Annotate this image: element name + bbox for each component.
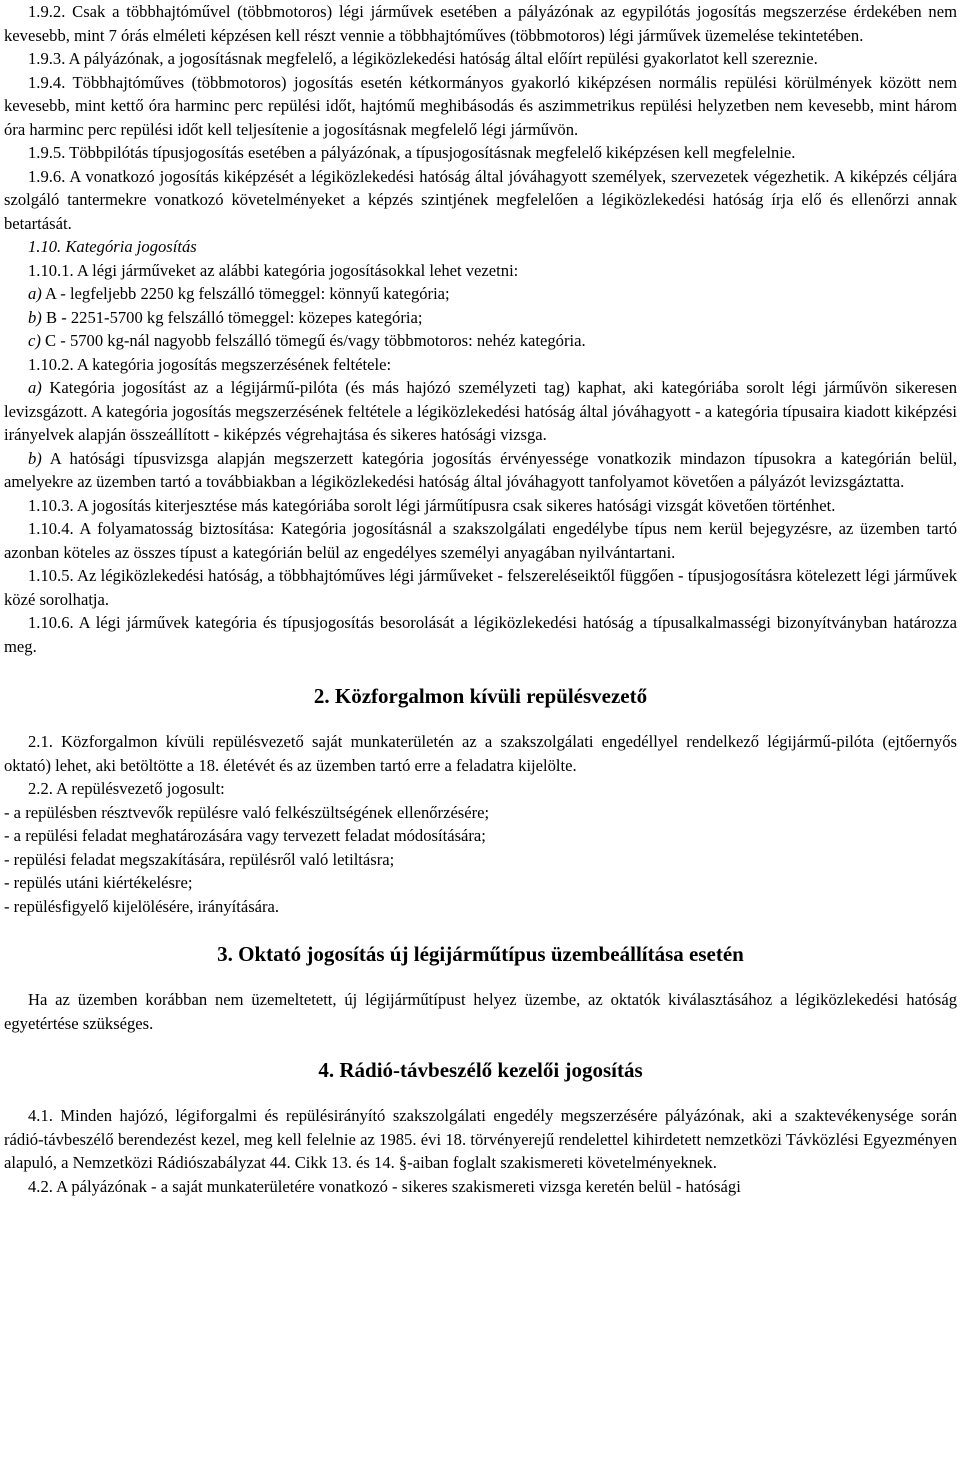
item-2a-text: Kategória jogosítást az a légijármű-pilóta (és más hajózó személyzeti tag) kaphat, aki kategóriába sorolt légi járművön sikeresen levizsgázott. A kategória jogosítás megszerzésének feltétele a légiközlekedési hatóság által jóváhagyott - a kategória típusaira kiadott kiképzési irányelvek alapján összeállított - kiképzés végrehajtása és sikeres hatósági vizsga. <box>4 378 957 444</box>
list-item: - repülési feladat megszakítására, repülésről való letiltásra; <box>4 849 395 869</box>
paragraph-1-10-3: 1.10.3. A jogosítás kiterjesztése más kategóriába sorolt légi járműtípusra csak sikeres hatósági vizsgát követően történhet. <box>28 495 836 515</box>
list-item-b <box>4 306 957 330</box>
list-item: - repülésfigyelő kijelölésére, irányítására. <box>4 896 280 916</box>
paragraph-2-1: 2.1. Közforgalmon kívüli repülésvezető saját munkaterületén az a szakszolgálati engedéllyel rendelkező légijármű-pilóta (ejtőernyős oktató) lehet, aki betöltötte a 18. életévét és az üzemben tartó erre a feladatra kijelölte. <box>4 732 957 775</box>
paragraph-2-2: 2.2. A repülésvezető jogosult: <box>28 779 225 798</box>
list-item-c <box>4 329 957 353</box>
list-item: - repülés utáni kiértékelésre; <box>4 873 193 892</box>
item-a-text: A - legfeljebb 2250 kg felszálló tömeggel: könnyű kategória; <box>41 284 450 303</box>
list-item: - a repülésben résztvevők repülésre való felkészültségének ellenőrzésére; <box>4 802 490 822</box>
paragraph-4-1: 4.1. Minden hajózó, légiforgalmi és repülésirányító szakszolgálati engedély megszerzésére pályázónak, aki a szaktevékenysége során rádió-távbeszélő berendezést kezel, meg kell felelnie az 1985. évi 18. törvényerejű rendelettel kihirdetett nemzetközi Távközlési Egyezményen alapuló, a Nemzetközi Rádiószabályzat 44. Cikk 13. és 14. §-aiban foglalt szakismereti követelményeknek. <box>4 1106 957 1172</box>
paragraph-1-10-5: 1.10.5. Az légiközlekedési hatóság, a többhajtóműves légi járműveket - felszereléseiktől függően - típusjogosításra kötelezett légi járművek közé sorolhatja. <box>4 566 957 609</box>
section-heading-4: 4. Rádió-távbeszélő kezelői jogosítás <box>318 1058 643 1082</box>
item-c-text: C - 5700 kg-nál nagyobb felszálló tömegű és/vagy többmotoros: nehéz kategória. <box>40 331 586 350</box>
section-heading-3: 3. Oktató jogosítás új légijárműtípus üzembeállítása esetén <box>217 942 744 966</box>
section-heading-2: 2. Közforgalmon kívüli repülésvezető <box>313 684 648 708</box>
subsection-title-1-10: 1.10. Kategória jogosítás <box>28 237 197 256</box>
paragraph-4-2: 4.2. A pályázónak - a saját munkaterületére vonatkozó - sikeres szakismereti vizsga keretén belül - hatósági <box>28 1176 741 1196</box>
item-b-text: B - 2251-5700 kg felszálló tömeggel: közepes kategória; <box>41 307 423 327</box>
paragraph-1-9-6: 1.9.6. A vonatkozó jogosítás kiképzését a légiközlekedési hatóság által jóváhagyott személyek, szervezetek végezhetik. A kiképzés céljára szolgáló tantermekre vonatkozó követelményeket a képzés szintjének megfelelően a légiközlekedési hatóság írja elő és ellenőrzi annak betartását. <box>4 166 957 233</box>
item-2b-text: A hatósági típusvizsga alapján megszerzett kategória jogosítás érvényessége vonatkozik mindazon típusokra a kategórián belül, amelyekre az üzemben tartó a továbbiakban a légiközlekedési hatóság által jóváhagyott tanfolyamot követően a pályázót levizsgáztatta. <box>4 448 957 491</box>
paragraph-1-10-2-a <box>4 376 957 447</box>
paragraph-1-10-6: 1.10.6. A légi járművek kategória és típusjogosítás besorolását a légiközlekedési hatóság a típusalkalmasségi bizonyítványban határozza meg. <box>4 613 957 656</box>
list-item: - a repülési feladat meghatározására vagy tervezett feladat módosítására; <box>4 826 486 845</box>
paragraph-1-10-4: 1.10.4. A folyamatosság biztosítása: Kategória jogosításnál a szakszolgálati engedélybe típus nem kerül bejegyzésre, az üzemben tartó azonban köteles az összes típust a kategórián belül az engedélyes személyi anyagában nyilvántartani. <box>4 519 957 562</box>
item-c-label: c) <box>28 331 41 350</box>
paragraph-1-10-2-b <box>4 447 957 494</box>
item-2b-label: b) <box>28 448 42 468</box>
list-item-a <box>4 282 957 306</box>
item-2a-label: a) <box>28 378 42 397</box>
paragraph-1-9-5: 1.9.5. Többpilótás típusjogosítás esetében a pályázónak, a típusjogosításnak megfelelő kiképzésen kell megfelelnie. <box>28 143 796 162</box>
paragraph-1-9-3: 1.9.3. A pályázónak, a jogosításnak megfelelő, a légiközlekedési hatóság által előírt repülési gyakorlatot kell szereznie. <box>28 49 818 68</box>
paragraph-1-10-1: 1.10.1. A légi járműveket az alábbi kategória jogosításokkal lehet vezetni: <box>28 260 519 280</box>
item-b-label: b) <box>28 307 42 327</box>
paragraph-1-9-4: 1.9.4. Többhajtóműves (többmotoros) jogosítás esetén kétkormányos gyakorló kiképzésen normális repülési körülmények között nem kevesebb, mint kettő óra harminc perc repülési időt, hajtómű meghibásodás és aszimmetrikus repülési helyzetben nem kevesebb, mint három óra harminc perc repülési időt kell teljesítenie a jogosításnak megfelelő légi járművön. <box>4 72 957 139</box>
paragraph-1-9-2: 1.9.2. Csak a többhajtóművel (többmotoros) légi járművek esetében a pályázónak az egypilótás jogosítás megszerzése érdekében nem kevesebb, mint 7 órás elméleti képzésen kell részt vennie a többhajtóműves (többmotoros) légi járművek üzemelése tekintetében. <box>4 2 957 45</box>
item-a-label: a) <box>28 284 42 303</box>
paragraph-3: Ha az üzemben korábban nem üzemeltetett, új légijárműtípust helyez üzembe, az oktatók kiválasztásához a légiközlekedési hatóság egyetértése szükséges. <box>4 990 957 1033</box>
document-page <box>4 0 957 1198</box>
paragraph-1-10-2: 1.10.2. A kategória jogosítás megszerzésének feltétele: <box>28 354 392 374</box>
